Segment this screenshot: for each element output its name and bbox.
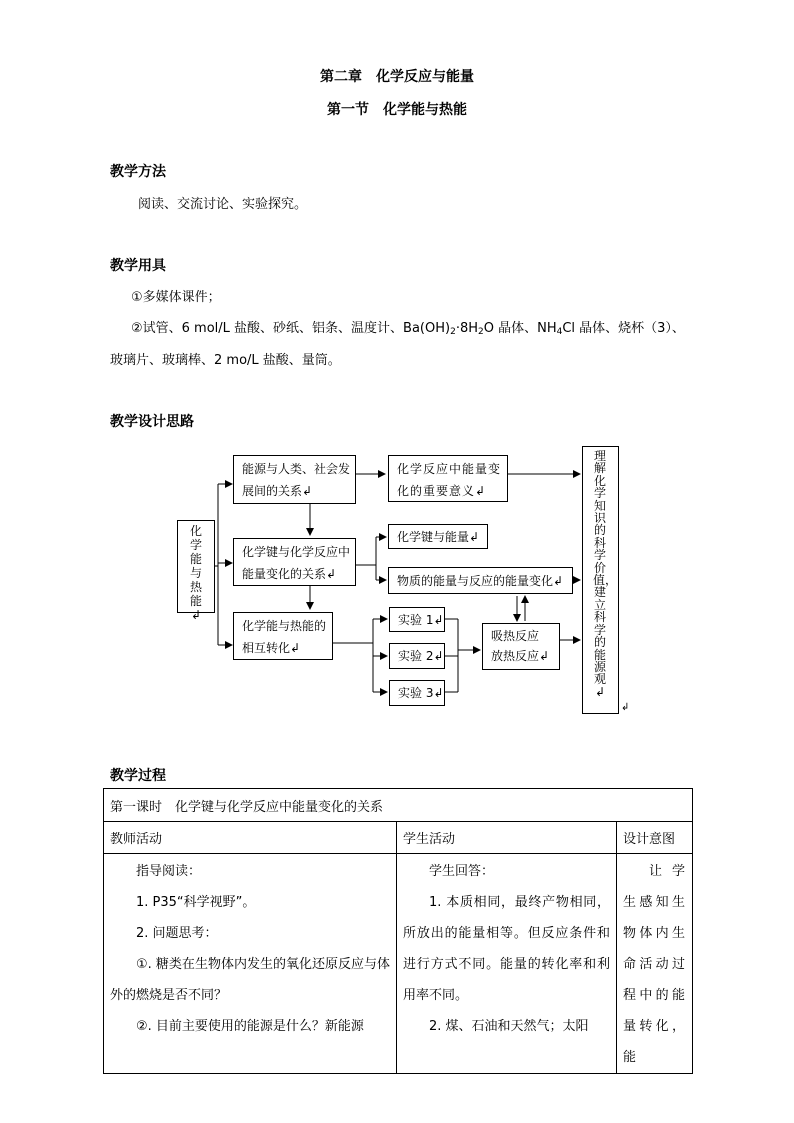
teacher-line: 2. 问题思考： bbox=[136, 926, 218, 941]
right-box-value: 理解化学知识的科学价值，建立科学的能源观↲ bbox=[582, 446, 619, 714]
tools-item-2: ②试管、6 mol/L 盐酸、砂纸、铝条、温度计、$Ba(OH)_2\cdot 8H_2O$ 晶体、$NH_4Cl$ 晶体、烧杯（3）、 bbox=[131, 321, 685, 337]
box-conversion: 化学能与热能的相互转化↲ bbox=[233, 612, 333, 660]
teacher-line: 1. P35“科学视野”。 bbox=[136, 895, 256, 910]
lesson-title-cell: 第一课时 化学键与化学反应中能量变化的关系 bbox=[104, 789, 693, 822]
box-substance-energy: 物质的能量与反应的能量变化↲ bbox=[388, 567, 573, 594]
box-experiment-3: 实验 3↲ bbox=[389, 680, 445, 706]
col-intent-header: 设计意图 bbox=[617, 822, 693, 854]
box-energy-society: 能源与人类、社会发展间的关系↲ bbox=[233, 455, 356, 504]
box-endo-exo: 吸热反应 放热反应↲ bbox=[482, 623, 560, 670]
paragraph-mark: ↲ bbox=[621, 702, 630, 713]
table-row bbox=[104, 822, 693, 854]
left-box-chem-heat: 化学能与热能↲ bbox=[177, 520, 215, 613]
col-student-header: 学生活动 bbox=[397, 822, 617, 854]
box-bond-energy: 化学键与能量↲ bbox=[388, 524, 488, 549]
table-row bbox=[104, 854, 693, 1074]
tools-heading: 教学用具 bbox=[110, 258, 166, 274]
methods-text: 阅读、交流讨论、实验探究。 bbox=[138, 197, 308, 212]
tools-item-1: ①多媒体课件； bbox=[131, 290, 221, 305]
box-experiment-2: 实验 2↲ bbox=[389, 643, 445, 669]
student-activity-cell bbox=[397, 854, 617, 1074]
student-line: 2. 煤、石油和天然气；太阳 bbox=[429, 1019, 589, 1034]
teacher-line: 指导阅读： bbox=[136, 864, 202, 879]
chapter-title: 第二章 化学反应与能量 bbox=[320, 69, 474, 85]
student-line: 1. 本质相同，最终产物相同，所放出的能量相等。但反应条件和进行方式不同。能量的转化率和利用率不同。 bbox=[403, 895, 610, 1003]
table-row bbox=[104, 789, 693, 822]
process-heading: 教学过程 bbox=[110, 768, 166, 784]
intent-text: 让学生感知生物体内生命活动过程中的能量转化，能 bbox=[623, 864, 687, 1065]
teacher-activity-cell bbox=[104, 854, 397, 1074]
box-significance: 化学反应中能量变化的重要意义↲ bbox=[388, 455, 508, 502]
teacher-line: ①. 糖类在生物体内发生的氧化还原反应与体外的燃烧是否不同？ bbox=[110, 957, 390, 1003]
box-bond-reaction: 化学键与化学反应中能量变化的关系↲ bbox=[233, 538, 356, 586]
tools-item-2-cont: 玻璃片、玻璃棒、2 mo/L 盐酸、量筒。 bbox=[110, 353, 341, 368]
box-experiment-1: 实验 1↲ bbox=[389, 607, 445, 632]
col-teacher-header: 教师活动 bbox=[104, 822, 397, 854]
student-line: 学生回答： bbox=[429, 864, 495, 879]
lesson-table bbox=[103, 788, 693, 1074]
design-heading: 教学设计思路 bbox=[110, 414, 194, 430]
methods-heading: 教学方法 bbox=[110, 164, 166, 180]
design-intent-cell bbox=[617, 854, 693, 1074]
teacher-line: ②. 目前主要使用的能源是什么？新能源 bbox=[136, 1019, 364, 1034]
section-title: 第一节 化学能与热能 bbox=[327, 102, 467, 118]
